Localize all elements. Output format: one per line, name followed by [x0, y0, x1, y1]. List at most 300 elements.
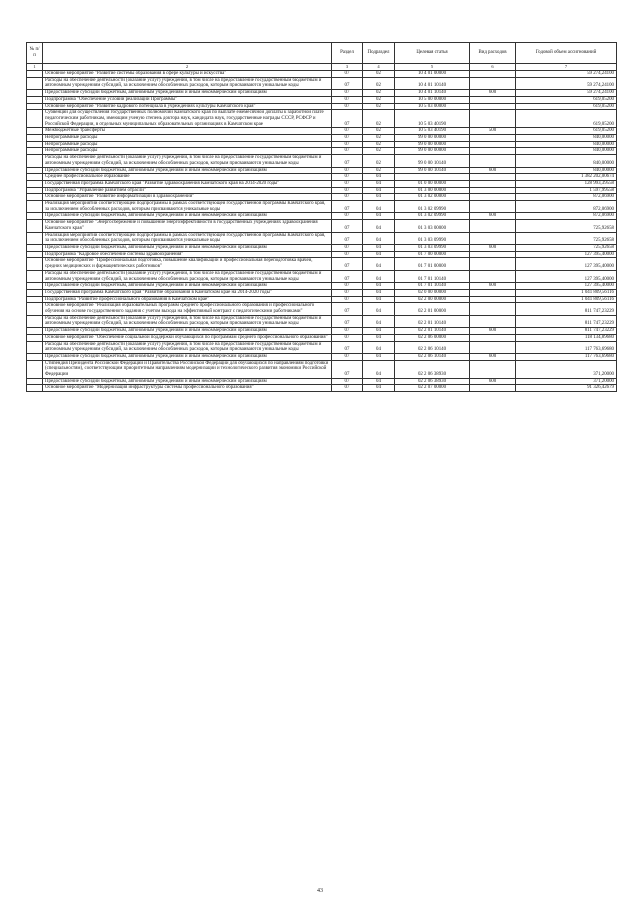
row-number-cell — [27, 213, 43, 220]
row-razdel-cell: 07 — [332, 289, 363, 296]
row-razdel-cell: 07 — [332, 187, 363, 194]
row-csr-cell: 01 7 01 10140 — [395, 270, 470, 282]
row-csr-cell: 01 7 00 00000 — [395, 251, 470, 258]
row-vr-cell: 600 — [470, 353, 516, 360]
row-vr-cell — [470, 194, 516, 201]
row-razdel-cell: 07 — [332, 96, 363, 103]
row-razdel-cell: 07 — [332, 141, 363, 148]
header-csr: Целевая статья — [395, 43, 470, 64]
table-row — [27, 220, 617, 232]
row-sum-cell: 127 395,40000 — [516, 270, 617, 282]
table-row — [27, 251, 617, 258]
table-row — [27, 360, 617, 378]
table-row — [27, 232, 617, 244]
row-vr-cell — [470, 251, 516, 258]
row-razdel-cell: 07 — [332, 71, 363, 78]
row-number-cell — [27, 187, 43, 194]
row-razdel-cell: 07 — [332, 148, 363, 155]
row-razdel-cell: 07 — [332, 167, 363, 174]
table-row — [27, 167, 617, 174]
row-number-cell — [27, 303, 43, 315]
row-name-cell: Предоставление субсидий бюджетным, автономным учреждениям и иным некоммерческим организациям — [43, 244, 332, 251]
row-podrazdel-cell: 02 — [363, 71, 395, 78]
row-razdel-cell: 07 — [332, 328, 363, 335]
row-podrazdel-cell: 02 — [363, 135, 395, 142]
table-row — [27, 258, 617, 270]
row-csr-cell: 02 2 06 38930 — [395, 378, 470, 385]
row-csr-cell: 01 3 03 09990 — [395, 232, 470, 244]
row-podrazdel-cell: 04 — [363, 334, 395, 341]
table-row — [27, 90, 617, 97]
row-number-cell — [27, 155, 43, 167]
row-sum-cell: 91 326,42679 — [516, 385, 617, 392]
table-header-row — [27, 43, 617, 64]
table-row — [27, 296, 617, 303]
table-row — [27, 77, 617, 89]
row-csr-cell: 01 3 02 00000 — [395, 194, 470, 201]
row-podrazdel-cell: 04 — [363, 187, 395, 194]
row-sum-cell: 619,05200 — [516, 128, 617, 135]
row-csr-cell: 01 3 00 00000 — [395, 187, 470, 194]
row-vr-cell — [470, 96, 516, 103]
row-name-cell: Подпрограмма "Кадровое обеспечение системы здравоохранения" — [43, 251, 332, 258]
row-vr-cell — [470, 180, 516, 187]
row-csr-cell: 02 2 01 00000 — [395, 303, 470, 315]
row-number-cell — [27, 71, 43, 78]
row-name-cell: Реализация мероприятий соответствующей подпрограммы в рамках соответствующей государственной программы Камчатского края, за исключением обособленных расходов, которым присваиваются уникальные коды — [43, 201, 332, 213]
table-row — [27, 283, 617, 290]
row-csr-cell: 99 0 00 00000 — [395, 141, 470, 148]
row-name-cell: Основное мероприятие "Обеспечение социальной поддержки обучающихся по программам среднего профессионального образования" — [43, 334, 332, 341]
row-sum-cell: 840,00000 — [516, 141, 617, 148]
row-number-cell — [27, 270, 43, 282]
row-name-cell: Предоставление субсидий бюджетным, автономным учреждениям и иным некоммерческим организациям — [43, 213, 332, 220]
table-row — [27, 303, 617, 315]
table-row — [27, 213, 617, 220]
row-podrazdel-cell: 04 — [363, 385, 395, 392]
row-podrazdel-cell: 04 — [363, 378, 395, 385]
row-sum-cell: 725,92658 — [516, 232, 617, 244]
table-row — [27, 378, 617, 385]
row-podrazdel-cell: 02 — [363, 148, 395, 155]
table-body — [27, 71, 617, 392]
column-number: 3 — [332, 64, 363, 71]
row-vr-cell — [470, 155, 516, 167]
row-podrazdel-cell: 02 — [363, 110, 395, 128]
row-csr-cell: 99 0 00 00000 — [395, 135, 470, 142]
row-name-cell: Предоставление субсидий бюджетным, автономным учреждениям и иным некоммерческим организациям — [43, 283, 332, 290]
row-vr-cell — [470, 258, 516, 270]
row-podrazdel-cell: 02 — [363, 167, 395, 174]
row-sum-cell: 371,20000 — [516, 378, 617, 385]
row-name-cell: Предоставление субсидий бюджетным, автономным учреждениям и иным некоммерческим организациям — [43, 378, 332, 385]
row-csr-cell: 01 0 00 00000 — [395, 180, 470, 187]
header-razdel: Раздел — [332, 43, 363, 64]
row-sum-cell: 811 747,23229 — [516, 303, 617, 315]
row-name-cell: Субвенции для осуществления государственных полномочий Камчатского края по выплате ежемесячной доплаты к заработной плате педагогическим работникам, имеющим ученую степень доктора наук, кандидата наук, государственные награды СССР, РСФСР и Российской Федерации, в отдельных муниципальных образовательных организациях в Камчатском крае — [43, 110, 332, 128]
table-row — [27, 341, 617, 353]
row-podrazdel-cell: 04 — [363, 213, 395, 220]
row-vr-cell — [470, 289, 516, 296]
row-sum-cell: 872,06900 — [516, 213, 617, 220]
row-name-cell: Реализация мероприятий соответствующей подпрограммы в рамках соответствующей государственной программы Камчатского края, за исключением обособленных расходов, которым присваиваются уникальные коды — [43, 232, 332, 244]
header-name — [43, 43, 332, 64]
row-number-cell — [27, 360, 43, 378]
row-csr-cell: 01 7 01 10140 — [395, 283, 470, 290]
row-vr-cell — [470, 71, 516, 78]
row-vr-cell — [470, 103, 516, 110]
row-podrazdel-cell: 04 — [363, 220, 395, 232]
row-razdel-cell: 07 — [332, 174, 363, 181]
row-sum-cell: 840,00000 — [516, 155, 617, 167]
row-vr-cell: 600 — [470, 283, 516, 290]
row-sum-cell: 127 395,40000 — [516, 251, 617, 258]
table-row — [27, 353, 617, 360]
row-csr-cell: 01 3 03 00000 — [395, 220, 470, 232]
row-sum-cell: 840,00000 — [516, 135, 617, 142]
row-name-cell: Подпрограмма "Обеспечение условий реализации Программы" — [43, 96, 332, 103]
row-name-cell: Предоставление субсидий бюджетным, автономным учреждениям и иным некоммерческим организациям — [43, 353, 332, 360]
row-sum-cell: 811 747,23229 — [516, 315, 617, 327]
header-podrazdel: Подраздел — [363, 43, 395, 64]
table-row — [27, 244, 617, 251]
row-vr-cell: 600 — [470, 213, 516, 220]
row-name-cell: Основное мероприятие "Развитие информатизации в здравоохранении" — [43, 194, 332, 201]
row-podrazdel-cell: 02 — [363, 103, 395, 110]
table-row — [27, 128, 617, 135]
row-sum-cell: 872,06900 — [516, 201, 617, 213]
row-csr-cell: 01 7 01 00000 — [395, 258, 470, 270]
table-row — [27, 315, 617, 327]
row-podrazdel-cell: 02 — [363, 96, 395, 103]
row-csr-cell: 10 4 01 10140 — [395, 90, 470, 97]
row-vr-cell: 600 — [470, 90, 516, 97]
row-name-cell: Основное мероприятие "Профессиональная подготовка, повышение квалификации и профессиональная переподготовка врачей, средних медицинских и фармацевтических работников" — [43, 258, 332, 270]
row-number-cell — [27, 141, 43, 148]
row-razdel-cell: 07 — [332, 220, 363, 232]
row-vr-cell — [470, 270, 516, 282]
row-name-cell: Межбюджетные трансферты — [43, 128, 332, 135]
row-podrazdel-cell: 04 — [363, 270, 395, 282]
row-razdel-cell: 07 — [332, 258, 363, 270]
row-razdel-cell: 07 — [332, 135, 363, 142]
table-row — [27, 194, 617, 201]
row-podrazdel-cell: 04 — [363, 353, 395, 360]
budget-table-sheet — [26, 42, 616, 392]
row-name-cell: Государственная программа Камчатского края "Развитие здравоохранения Камчатского края на 2014-2020 годы" — [43, 180, 332, 187]
header-num: № п/п — [27, 43, 43, 64]
page-number: 43 — [317, 888, 323, 894]
row-podrazdel-cell: 04 — [363, 244, 395, 251]
row-razdel-cell: 07 — [332, 251, 363, 258]
row-number-cell — [27, 289, 43, 296]
row-vr-cell — [470, 135, 516, 142]
row-podrazdel-cell: 02 — [363, 128, 395, 135]
row-sum-cell: 371,20000 — [516, 360, 617, 378]
row-number-cell — [27, 167, 43, 174]
row-name-cell: Основное мероприятие "Энергосбережение и повышение энергоэффективности в государственных учреждениях здравоохранения Камчатского края" — [43, 220, 332, 232]
row-number-cell — [27, 341, 43, 353]
row-number-cell — [27, 77, 43, 89]
header-sum: Годовой объем ассигнований — [516, 43, 617, 64]
table-row — [27, 201, 617, 213]
row-podrazdel-cell: 04 — [363, 289, 395, 296]
row-razdel-cell: 07 — [332, 77, 363, 89]
row-vr-cell — [470, 174, 516, 181]
row-sum-cell: 619,05200 — [516, 96, 617, 103]
row-csr-cell: 99 0 00 10140 — [395, 155, 470, 167]
row-number-cell — [27, 103, 43, 110]
row-vr-cell: 500 — [470, 128, 516, 135]
column-number: 5 — [395, 64, 470, 71]
row-podrazdel-cell: 04 — [363, 180, 395, 187]
row-podrazdel-cell: 04 — [363, 315, 395, 327]
row-vr-cell — [470, 201, 516, 213]
row-sum-cell: 840,00000 — [516, 148, 617, 155]
row-csr-cell — [395, 174, 470, 181]
row-name-cell: Подпрограмма "Управление развитием отрасли" — [43, 187, 332, 194]
row-vr-cell — [470, 232, 516, 244]
row-vr-cell — [470, 220, 516, 232]
row-vr-cell — [470, 334, 516, 341]
row-number-cell — [27, 135, 43, 142]
row-csr-cell: 02 2 06 00000 — [395, 334, 470, 341]
row-vr-cell — [470, 141, 516, 148]
row-number-cell — [27, 283, 43, 290]
row-razdel-cell: 07 — [332, 303, 363, 315]
row-name-cell: Предоставление субсидий бюджетным, автономным учреждениям и иным некоммерческим организациям — [43, 328, 332, 335]
row-name-cell: Непрограммные расходы — [43, 135, 332, 142]
row-sum-cell: 59 274,24100 — [516, 90, 617, 97]
row-number-cell — [27, 251, 43, 258]
row-csr-cell: 01 3 02 09990 — [395, 201, 470, 213]
row-razdel-cell: 07 — [332, 378, 363, 385]
header-vr: Вид расходов — [470, 43, 516, 64]
table-row — [27, 71, 617, 78]
row-csr-cell: 10 4 01 10140 — [395, 77, 470, 89]
row-razdel-cell: 07 — [332, 283, 363, 290]
row-razdel-cell: 07 — [332, 385, 363, 392]
row-number-cell — [27, 194, 43, 201]
row-csr-cell: 02 2 06 38930 — [395, 360, 470, 378]
row-sum-cell: 1 041 809,56116 — [516, 296, 617, 303]
row-sum-cell: 725,92658 — [516, 244, 617, 251]
column-number-row — [27, 64, 617, 71]
column-number: 2 — [43, 64, 332, 71]
row-sum-cell: 840,00000 — [516, 167, 617, 174]
table-row — [27, 110, 617, 128]
table-row — [27, 141, 617, 148]
row-name-cell: Предоставление субсидий бюджетным, автономным учреждениям и иным некоммерческим организациям — [43, 90, 332, 97]
row-csr-cell: 02 2 06 10140 — [395, 341, 470, 353]
row-name-cell: Предоставление субсидий бюджетным, автономным учреждениям и иным некоммерческим организациям — [43, 167, 332, 174]
table-row — [27, 289, 617, 296]
row-name-cell: Непрограммные расходы — [43, 141, 332, 148]
row-razdel-cell: 07 — [332, 296, 363, 303]
row-number-cell — [27, 90, 43, 97]
column-number: 6 — [470, 64, 516, 71]
row-csr-cell: 10 5 03 00000 — [395, 103, 470, 110]
row-razdel-cell: 07 — [332, 128, 363, 135]
row-razdel-cell: 07 — [332, 315, 363, 327]
row-vr-cell — [470, 110, 516, 128]
row-number-cell — [27, 128, 43, 135]
row-podrazdel-cell: 04 — [363, 194, 395, 201]
row-csr-cell: 99 0 00 10140 — [395, 167, 470, 174]
row-number-cell — [27, 110, 43, 128]
row-sum-cell: 1 382 202,00674 — [516, 174, 617, 181]
row-name-cell: Стипендия Президента Российской Федерации и Правительства Российской Федерации для обучающихся по направлениям подготовки (специальностям), соответствующим приоритетным направлениям модернизации и технологического развития экономики Российской Федерации — [43, 360, 332, 378]
row-number-cell — [27, 180, 43, 187]
row-sum-cell: 127 395,40000 — [516, 258, 617, 270]
row-csr-cell: 02 2 00 00000 — [395, 296, 470, 303]
row-podrazdel-cell: 04 — [363, 201, 395, 213]
row-razdel-cell: 07 — [332, 334, 363, 341]
row-number-cell — [27, 353, 43, 360]
row-name-cell: Основное мероприятие "Развитие системы образования в сфере культуры и искусства" — [43, 71, 332, 78]
row-name-cell: Государственная программа Камчатского края "Развитие образования в Камчатском крае на 2014-2020 годы" — [43, 289, 332, 296]
row-csr-cell: 01 3 03 09990 — [395, 244, 470, 251]
table-row — [27, 155, 617, 167]
row-sum-cell: 128 993,39558 — [516, 180, 617, 187]
row-podrazdel-cell: 04 — [363, 341, 395, 353]
row-sum-cell: 118 134,89680 — [516, 334, 617, 341]
table-row — [27, 385, 617, 392]
row-name-cell: Основное мероприятие "Развитие кадрового потенциала в учреждениях культуры Камчатского края" — [43, 103, 332, 110]
row-vr-cell — [470, 315, 516, 327]
row-vr-cell — [470, 360, 516, 378]
row-vr-cell: 600 — [470, 244, 516, 251]
row-csr-cell: 99 0 00 00000 — [395, 148, 470, 155]
row-number-cell — [27, 174, 43, 181]
row-csr-cell: 10 5 03 40190 — [395, 110, 470, 128]
row-podrazdel-cell: 04 — [363, 283, 395, 290]
budget-allocation-table — [26, 42, 617, 392]
column-number: 1 — [27, 64, 43, 71]
row-vr-cell: 600 — [470, 167, 516, 174]
row-razdel-cell: 07 — [332, 360, 363, 378]
row-sum-cell: 59 274,24100 — [516, 71, 617, 78]
row-podrazdel-cell: 02 — [363, 90, 395, 97]
row-podrazdel-cell: 02 — [363, 155, 395, 167]
row-csr-cell: 01 3 02 09990 — [395, 213, 470, 220]
row-sum-cell: 872,06900 — [516, 194, 617, 201]
row-podrazdel-cell: 04 — [363, 174, 395, 181]
row-sum-cell: 1 041 809,56116 — [516, 289, 617, 296]
table-row — [27, 174, 617, 181]
row-name-cell: Основное мероприятие "Реализация образовательных программ среднего профессионального образования и профессионального обучения на основе государственного задания с учетом выхода на эффективный контракт с педагогическими работниками" — [43, 303, 332, 315]
row-razdel-cell: 07 — [332, 180, 363, 187]
row-name-cell: Подпрограмма "Развитие профессионального образования в Камчатском крае" — [43, 296, 332, 303]
row-razdel-cell: 07 — [332, 244, 363, 251]
row-csr-cell: 02 2 01 10140 — [395, 315, 470, 327]
row-csr-cell: 10 4 01 00000 — [395, 71, 470, 78]
row-sum-cell: 127 395,40000 — [516, 283, 617, 290]
table-row — [27, 96, 617, 103]
row-number-cell — [27, 296, 43, 303]
row-number-cell — [27, 378, 43, 385]
row-name-cell: Непрограммные расходы — [43, 148, 332, 155]
column-number: 4 — [363, 64, 395, 71]
row-razdel-cell: 07 — [332, 270, 363, 282]
row-number-cell — [27, 328, 43, 335]
row-razdel-cell: 07 — [332, 341, 363, 353]
table-row — [27, 103, 617, 110]
table-row — [27, 148, 617, 155]
row-podrazdel-cell: 04 — [363, 258, 395, 270]
row-podrazdel-cell: 04 — [363, 360, 395, 378]
row-vr-cell: 600 — [470, 328, 516, 335]
row-sum-cell: 1 597,99558 — [516, 187, 617, 194]
row-number-cell — [27, 334, 43, 341]
table-row — [27, 180, 617, 187]
row-name-cell: Среднее профессиональное образование — [43, 174, 332, 181]
row-podrazdel-cell: 04 — [363, 328, 395, 335]
row-razdel-cell: 07 — [332, 103, 363, 110]
row-razdel-cell: 07 — [332, 353, 363, 360]
row-razdel-cell: 07 — [332, 155, 363, 167]
table-row — [27, 187, 617, 194]
row-vr-cell: 600 — [470, 378, 516, 385]
row-podrazdel-cell: 04 — [363, 251, 395, 258]
row-csr-cell: 02 2 06 10140 — [395, 353, 470, 360]
row-sum-cell: 725,92658 — [516, 220, 617, 232]
row-sum-cell: 117 763,69680 — [516, 353, 617, 360]
row-podrazdel-cell: 04 — [363, 232, 395, 244]
row-csr-cell: 10 5 00 00000 — [395, 96, 470, 103]
table-row — [27, 328, 617, 335]
row-name-cell: Расходы на обеспечение деятельности (оказание услуг) учреждений, в том числе на предоставление государственным бюджетным и автономным учреждениям субсидий, за исключением обособленных расходов, которым присваиваются уникальные коды — [43, 341, 332, 353]
row-podrazdel-cell: 04 — [363, 303, 395, 315]
row-podrazdel-cell: 04 — [363, 296, 395, 303]
row-name-cell: Расходы на обеспечение деятельности (оказание услуг) учреждений, в том числе на предоставление государственным бюджетным и автономным учреждениям субсидий, за исключением обособленных расходов, которым присваиваются уникальные коды — [43, 77, 332, 89]
row-number-cell — [27, 244, 43, 251]
row-vr-cell — [470, 187, 516, 194]
row-vr-cell — [470, 148, 516, 155]
row-vr-cell — [470, 341, 516, 353]
row-podrazdel-cell: 02 — [363, 77, 395, 89]
row-name-cell: Основное мероприятие "Модернизация инфраструктуры системы профессионального образования" — [43, 385, 332, 392]
table-row — [27, 270, 617, 282]
row-number-cell — [27, 96, 43, 103]
row-razdel-cell: 07 — [332, 232, 363, 244]
row-number-cell — [27, 258, 43, 270]
row-sum-cell: 117 763,69680 — [516, 341, 617, 353]
row-sum-cell: 619,05200 — [516, 110, 617, 128]
row-vr-cell — [470, 303, 516, 315]
table-row — [27, 334, 617, 341]
row-vr-cell — [470, 77, 516, 89]
row-sum-cell: 811 747,23229 — [516, 328, 617, 335]
row-vr-cell — [470, 385, 516, 392]
row-number-cell — [27, 220, 43, 232]
row-name-cell: Расходы на обеспечение деятельности (оказание услуг) учреждений, в том числе на предоставление государственным бюджетным и автономным учреждениям субсидий, за исключением обособленных расходов, которым присваиваются уникальные коды — [43, 270, 332, 282]
row-razdel-cell: 07 — [332, 90, 363, 97]
column-number: 7 — [516, 64, 617, 71]
row-number-cell — [27, 385, 43, 392]
row-sum-cell: 619,05200 — [516, 103, 617, 110]
row-number-cell — [27, 232, 43, 244]
row-name-cell: Расходы на обеспечение деятельности (оказание услуг) учреждений, в том числе на предоставление государственным бюджетным и автономным учреждениям субсидий, за исключением обособленных расходов, которым присваиваются уникальные коды — [43, 315, 332, 327]
row-razdel-cell: 07 — [332, 110, 363, 128]
row-vr-cell — [470, 296, 516, 303]
row-number-cell — [27, 315, 43, 327]
row-csr-cell: 02 2 07 00000 — [395, 385, 470, 392]
row-number-cell — [27, 201, 43, 213]
row-razdel-cell: 07 — [332, 194, 363, 201]
row-podrazdel-cell: 02 — [363, 141, 395, 148]
row-sum-cell: 59 274,24100 — [516, 77, 617, 89]
